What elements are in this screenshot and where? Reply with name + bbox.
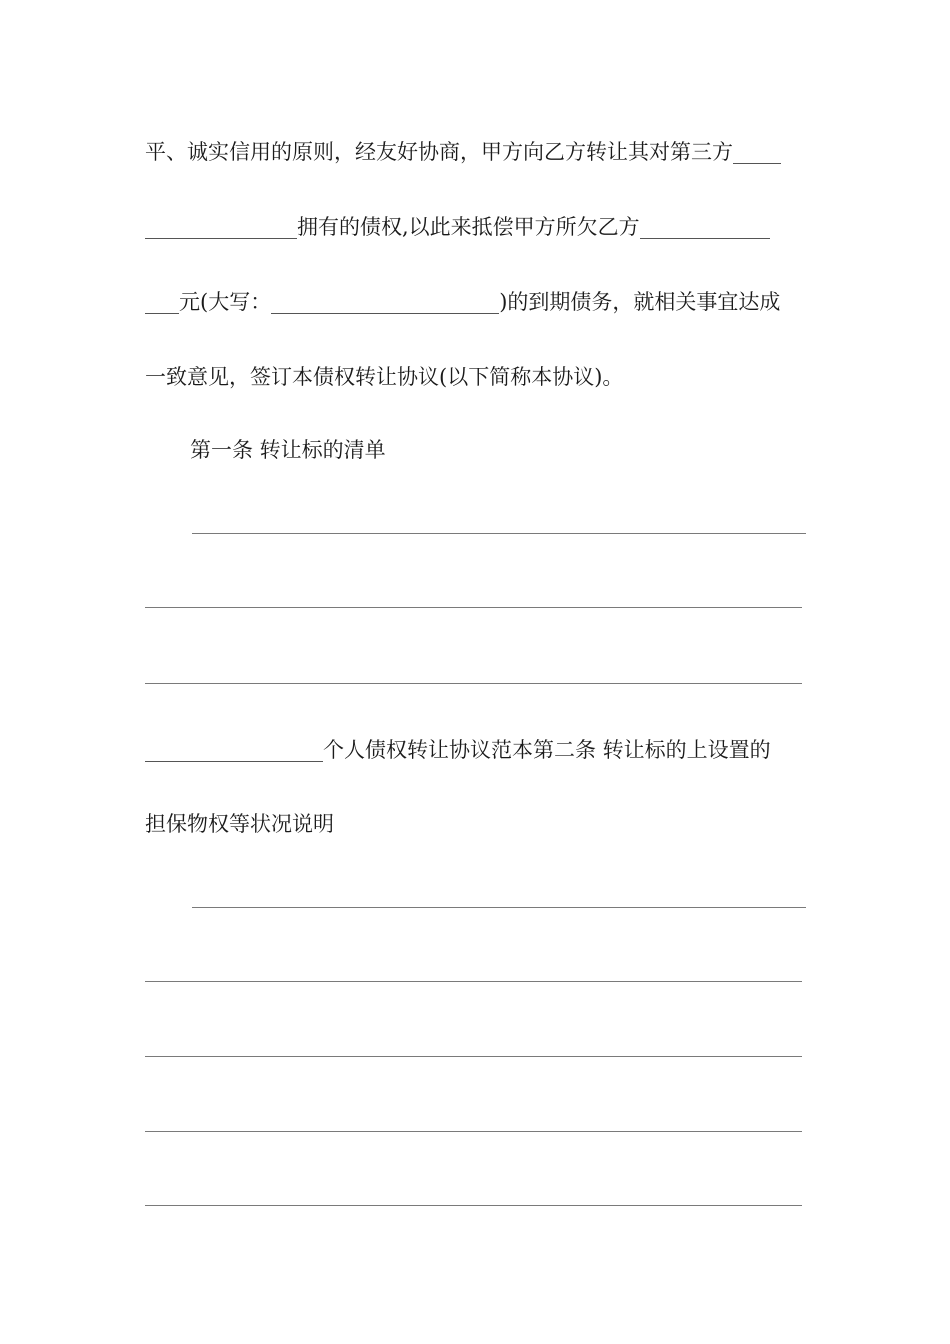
article-2-line-1: [145, 730, 805, 770]
blank-rule: [145, 607, 802, 608]
paragraph-text: 一致意见，签订本债权转让协议(以下简称本协议)。: [145, 365, 624, 389]
paragraph-line-2: [145, 207, 805, 247]
fill-in-blank: [145, 210, 297, 239]
paragraph-text: 平、诚实信用的原则，经友好协商，甲方向乙方转让其对第三方: [145, 140, 733, 164]
blank-rule: [145, 683, 802, 684]
paragraph-text: 拥有的债权,以此来抵偿甲方所欠乙方: [297, 215, 640, 239]
blank-rule: [192, 533, 806, 534]
blank-rule: [192, 907, 806, 908]
blank-rule: [145, 981, 802, 982]
paragraph-text: 元(大写：: [179, 290, 272, 314]
heading-text: 第一条 转让标的清单: [190, 438, 386, 462]
paragraph-text: 担保物权等状况说明: [145, 812, 334, 836]
blank-rule: [145, 1056, 802, 1057]
article-1-heading: [190, 430, 805, 470]
paragraph-text: )的到期债务，就相关事宜达成: [499, 290, 781, 314]
paragraph-line-1: [145, 132, 805, 172]
fill-in-blank: [145, 733, 323, 762]
fill-in-blank: [271, 285, 499, 314]
fill-in-blank: [145, 285, 179, 314]
fill-in-blank: [640, 210, 770, 239]
fill-in-blank: [733, 135, 781, 164]
paragraph-text: 个人债权转让协议范本第二条 转让标的上设置的: [323, 738, 771, 762]
blank-rule: [145, 1131, 802, 1132]
blank-rule: [145, 1205, 802, 1206]
paragraph-line-4: [145, 357, 805, 397]
paragraph-line-3: [145, 282, 805, 322]
article-2-line-2: [145, 804, 805, 844]
